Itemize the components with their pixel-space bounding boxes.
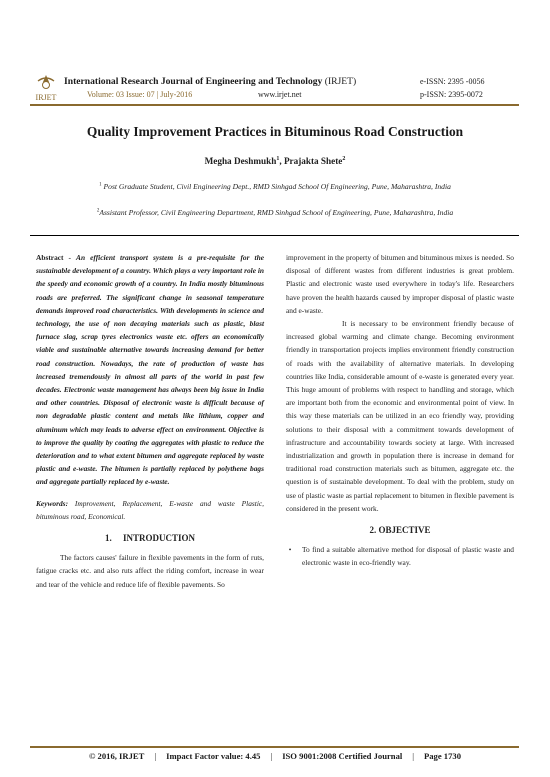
affiliation-1: $^1$ Post Graduate Student, Civil Engineering Dept., RMD Sinhgad School Of Engineering, Pune, Maharashtra, India — [99, 182, 451, 191]
journal-title: International Research Journal of Engineering and Technology (IRJET) — [64, 76, 357, 87]
journal-header — [0, 0, 550, 108]
right-column — [286, 251, 514, 570]
bullet-icon: • — [288, 545, 292, 555]
author-name: Megha Deshmukh — [204, 156, 277, 167]
author-name: Prajakta Shete — [283, 156, 343, 167]
impact-factor: Impact Factor value: 4.45 — [166, 751, 261, 761]
keywords: Keywords: Improvement, Replacement, E-waste and waste Plastic, bituminous road, Economical. — [36, 498, 264, 521]
svg-text:IRJET: IRJET — [35, 93, 57, 102]
author-list: Megha Deshmukh$^1$, Prajakta Shete$^2$ — [204, 156, 346, 167]
paper-title: Quality Improvement Practices in Bituminous Road Construction — [86, 124, 464, 139]
header-divider — [30, 104, 519, 106]
volume-issue: Volume: 03 Issue: 07 | July-2016 — [87, 90, 193, 99]
affiliation-2: $^2$Assistant Professor, Civil Engineering Department, RMD Sinhgad School of Engineering, Pune, Maharashtra, India — [96, 208, 454, 217]
body-paragraph-2: It is necessary to be environment friendly because of increased global warming and climate change. Becoming environment friendly in transportation projects implies environment friendly construction of roads with the availability of alternative materials. In developing countries like India, considerable amount of e-waste is generated every year. This huge amount of problems with respect to handling and storage, which are important both from the economic and environmental point of view. In this way these materials can be utilized in an eco friendly way, providing solutions to their disposal with a commitment towards development of infrastructure and accountability towards society at large. With increased industrialization and growth in population there is increase in demand for traditional road construction materials such as bitumen, aggregate etc. the question is of sustainable development. To deal with the problem, study on use of plastic waste as partial replacement to bitumen in flexible pavement is considered in the present work. — [286, 319, 514, 513]
title-divider — [30, 235, 519, 236]
journal-website-link[interactable]: www.irjet.net — [258, 90, 302, 99]
p-issn: p-ISSN: 2395-0072 — [420, 90, 483, 99]
introduction-paragraph: The factors causes' failure in flexible pavements in the form of ruts, fatigue cracks etc. and also ruts affect the riding comfort, increase in wear and tear of the vehicle and reduce life of flexible pavements. So — [36, 553, 264, 589]
section-heading-introduction: 1. INTRODUCTION — [104, 533, 195, 544]
footer-divider — [30, 746, 519, 748]
irjet-logo-icon — [32, 73, 60, 103]
page-footer: © 2016, IRJET | Impact Factor value: 4.45 | ISO 9001:2008 Certified Journal | Page 1730 — [88, 751, 461, 761]
body-paragraph-1: improvement in the property of bitumen and bituminous mixes is needed. So disposal of different wastes from different industries is great problem. Plastic and electronic waste used everywhere in today's life. Researchers have proven the health hazards caused by improper disposal of plastic waste and e-waste. — [286, 253, 514, 315]
copyright: © 2016, IRJET — [88, 751, 145, 761]
abstract: Abstract - An efficient transport system is a pre-requisite for the sustainable development of a country. Which plays a very important role in the speedy and economic growth of a country. In India mostly bituminous roads are preferred. The significant change in seasonal temperature demands improved road characteristics. With developments in science and technology, the use of non decaying materials such as plastic, blast furnace slag, scrap tyres electronics waste etc. offers an economically viable and sustainable alternative towards increasing demand for better road construction. Nowadays, the rate of production of waste has increased tremendously in almost all parts of the world in past few decades. Electronic waste management has always been big issue in India and other countries. Disposal of electronic waste is difficult because of non degradable plastic content and metals like lithium, copper and aluminum which may leads to adverse effect on environment. Objective is to improve the quality by coating the aggregates with plastic to reduce the deterioration and to what extent bitumen and aggregate replaced by waste plastic and e-waste. The bitumen is partially replaced by polythene bags and aggregate partially replaced by e-waste. — [36, 253, 264, 487]
left-column — [36, 251, 264, 591]
iso-certification: ISO 9001:2008 Certified Journal — [282, 751, 403, 761]
e-issn: e-ISSN: 2395 -0056 — [420, 77, 485, 86]
list-item: • To find a suitable alternative method for disposal of plastic waste and electronic waste in eco-friendly way. — [286, 543, 514, 569]
page-number: Page 1730 — [424, 751, 461, 761]
section-heading-objective: 2. OBJECTIVE — [369, 525, 431, 536]
